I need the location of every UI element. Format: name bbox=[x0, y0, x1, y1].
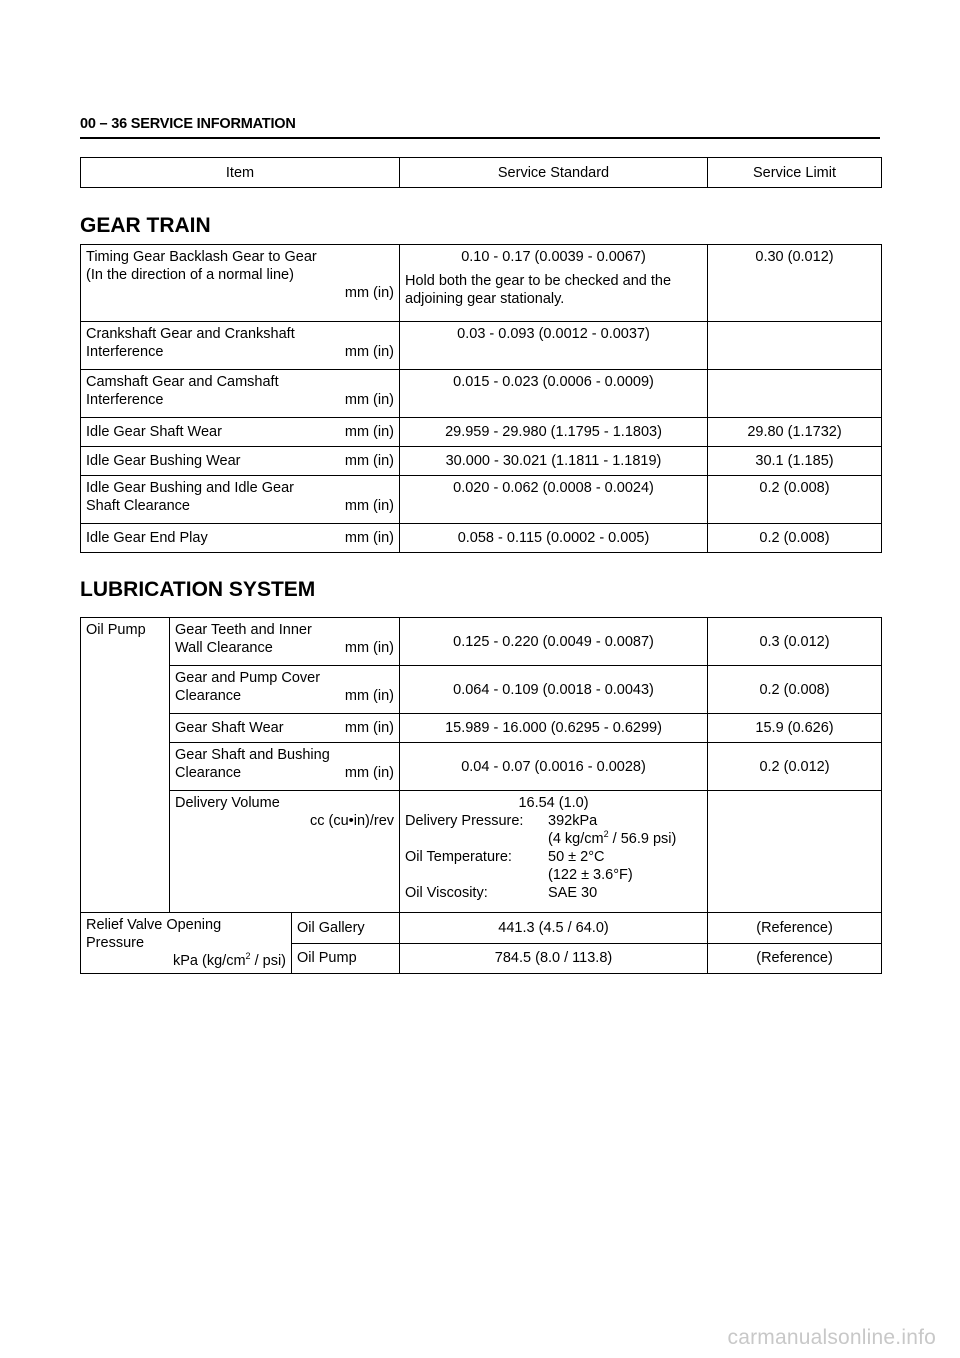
section-title-lubrication: LUBRICATION SYSTEM bbox=[80, 578, 316, 601]
item-cell: Oil Gallery bbox=[292, 913, 400, 944]
standard-cell: 0.015 - 0.023 (0.0006 - 0.0009) bbox=[400, 370, 708, 418]
item-text: Idle Gear End Play bbox=[86, 530, 208, 546]
standard-cell: 0.064 - 0.109 (0.0018 - 0.0043) bbox=[400, 666, 708, 714]
item-cell bbox=[81, 476, 400, 524]
standard-cell: 29.959 - 29.980 (1.1795 - 1.1803) bbox=[400, 418, 708, 447]
unit-text: kPa $(kg/cm^2 / psi)$ bbox=[173, 951, 286, 969]
item-cell bbox=[81, 370, 400, 418]
table-row bbox=[81, 714, 882, 743]
column-service-standard: Service Standard bbox=[400, 158, 708, 188]
standard-cell: 0.125 - 0.220 (0.0049 - 0.0087) bbox=[400, 618, 708, 666]
oil-temperature-value: 50 ± 2°C bbox=[548, 849, 605, 865]
table-row bbox=[81, 418, 882, 447]
limit-cell: 0.2 (0.008) bbox=[708, 476, 882, 524]
item-cell bbox=[170, 714, 400, 743]
watermark: carmanualsonline.info bbox=[727, 1326, 936, 1349]
item-text: Relief Valve Opening bbox=[86, 917, 222, 933]
limit-cell: (Reference) bbox=[708, 943, 882, 974]
item-cell bbox=[81, 322, 400, 370]
table-row bbox=[81, 791, 882, 913]
standard-cell: 15.989 - 16.000 (0.6295 - 0.6299) bbox=[400, 714, 708, 743]
unit-text: mm (in) bbox=[344, 424, 394, 440]
limit-cell: 0.3 (0.012) bbox=[708, 618, 882, 666]
table-row bbox=[81, 666, 882, 714]
unit-text: mm (in) bbox=[344, 530, 394, 546]
delivery-pressure-value-2: (4 $kg/cm^2 / 56.9$ psi) bbox=[548, 829, 677, 847]
page-title: 00 – 36 SERVICE INFORMATION bbox=[80, 116, 296, 132]
limit-cell bbox=[708, 791, 882, 913]
table-row bbox=[81, 370, 882, 418]
item-text: Clearance bbox=[175, 765, 242, 781]
table-row bbox=[81, 743, 882, 791]
item-text: Crankshaft Gear and Crankshaft bbox=[86, 326, 295, 342]
standard-cell: 784.5 (8.0 / 113.8) bbox=[400, 943, 708, 974]
item-cell: Oil Pump bbox=[292, 943, 400, 974]
item-cell bbox=[170, 666, 400, 714]
column-item: Item bbox=[81, 158, 400, 188]
item-cell bbox=[170, 618, 400, 666]
oil-temperature-value-2: (122 ± 3.6°F) bbox=[548, 867, 633, 883]
table-row bbox=[81, 322, 882, 370]
page-header bbox=[80, 116, 880, 139]
unit-text: mm (in) bbox=[344, 688, 395, 704]
oil-temperature-label: Oil Temperature: bbox=[405, 849, 512, 865]
unit-text: mm (in) bbox=[344, 765, 395, 781]
item-text: Wall Clearance bbox=[175, 640, 273, 656]
column-header-table bbox=[80, 157, 882, 188]
item-text: Idle Gear Bushing and Idle Gear bbox=[86, 480, 294, 496]
item-text: Gear Shaft Wear bbox=[175, 720, 284, 736]
item-text: Timing Gear Backlash Gear to Gear bbox=[86, 249, 317, 265]
item-text: Pressure bbox=[86, 935, 145, 951]
section-title-gear-train: GEAR TRAIN bbox=[80, 214, 211, 237]
limit-cell: 0.30 (0.012) bbox=[708, 245, 882, 322]
limit-cell: 0.2 (0.008) bbox=[708, 666, 882, 714]
item-text: Delivery Volume bbox=[175, 795, 280, 811]
table-row bbox=[81, 245, 882, 322]
delivery-pressure-value: 392kPa bbox=[548, 813, 598, 829]
oil-viscosity-value: SAE 30 bbox=[548, 885, 598, 901]
standard-cell: 0.020 - 0.062 (0.0008 - 0.0024) bbox=[400, 476, 708, 524]
standard-cell bbox=[400, 245, 708, 322]
item-cell bbox=[81, 447, 400, 476]
unit-text: mm (in) bbox=[344, 344, 394, 360]
item-cell bbox=[170, 743, 400, 791]
gear-train-table bbox=[80, 244, 882, 553]
item-text: Camshaft Gear and Camshaft bbox=[86, 374, 279, 390]
item-cell bbox=[170, 791, 400, 913]
lubrication-table bbox=[80, 617, 882, 974]
standard-cell: 0.03 - 0.093 (0.0012 - 0.0037) bbox=[400, 322, 708, 370]
limit-cell: 15.9 (0.626) bbox=[708, 714, 882, 743]
standard-cell: 0.058 - 0.115 (0.0002 - 0.005) bbox=[400, 524, 708, 553]
standard-note: Hold both the gear to be checked and the adjoining gear stationaly. bbox=[405, 273, 672, 307]
unit-text: mm (in) bbox=[344, 285, 394, 301]
standard-cell: 30.000 - 30.021 (1.1811 - 1.1819) bbox=[400, 447, 708, 476]
limit-cell: 30.1 (1.185) bbox=[708, 447, 882, 476]
item-cell bbox=[81, 418, 400, 447]
limit-cell: 0.2 (0.012) bbox=[708, 743, 882, 791]
item-cell bbox=[81, 524, 400, 553]
standard-value: 0.10 - 0.17 (0.0039 - 0.0067) bbox=[461, 249, 646, 265]
oil-viscosity-label: Oil Viscosity: bbox=[405, 885, 488, 901]
item-cell bbox=[81, 245, 400, 322]
limit-cell: (Reference) bbox=[708, 913, 882, 944]
item-text: Idle Gear Shaft Wear bbox=[86, 424, 222, 440]
delivery-pressure-label: Delivery Pressure: bbox=[405, 813, 524, 829]
table-row bbox=[81, 447, 882, 476]
limit-cell: 29.80 (1.1732) bbox=[708, 418, 882, 447]
column-service-limit: Service Limit bbox=[708, 158, 882, 188]
table-row bbox=[81, 618, 882, 666]
unit-text: mm (in) bbox=[344, 720, 395, 736]
item-text: Gear and Pump Cover bbox=[175, 670, 321, 686]
item-text: (In the direction of a normal line) bbox=[86, 267, 294, 283]
item-text: Idle Gear Bushing Wear bbox=[86, 453, 241, 469]
item-text: Gear Shaft and Bushing bbox=[175, 747, 330, 763]
relief-valve-cell bbox=[81, 913, 292, 974]
standard-value: 16.54 (1.0) bbox=[518, 795, 589, 811]
standard-cell: 441.3 (4.5 / 64.0) bbox=[400, 913, 708, 944]
item-text: Interference bbox=[86, 392, 164, 408]
standard-cell bbox=[400, 791, 708, 913]
unit-text: mm (in) bbox=[344, 453, 394, 469]
header-divider bbox=[80, 137, 880, 139]
item-text: Interference bbox=[86, 344, 164, 360]
unit-text: mm (in) bbox=[344, 640, 395, 656]
limit-cell bbox=[708, 370, 882, 418]
standard-cell: 0.04 - 0.07 (0.0016 - 0.0028) bbox=[400, 743, 708, 791]
oil-pump-label-cell: Oil Pump bbox=[81, 618, 170, 913]
limit-cell: 0.2 (0.008) bbox=[708, 524, 882, 553]
table-row bbox=[81, 476, 882, 524]
table-row bbox=[81, 524, 882, 553]
unit-text: cc (cu•in)/rev bbox=[309, 813, 395, 829]
unit-text: mm (in) bbox=[344, 498, 394, 514]
table-row bbox=[81, 913, 882, 944]
unit-text: mm (in) bbox=[344, 392, 394, 408]
delivery-conditions bbox=[405, 812, 702, 902]
item-text: Shaft Clearance bbox=[86, 498, 190, 514]
item-text: Gear Teeth and Inner bbox=[175, 622, 312, 638]
item-text: Clearance bbox=[175, 688, 242, 704]
limit-cell bbox=[708, 322, 882, 370]
